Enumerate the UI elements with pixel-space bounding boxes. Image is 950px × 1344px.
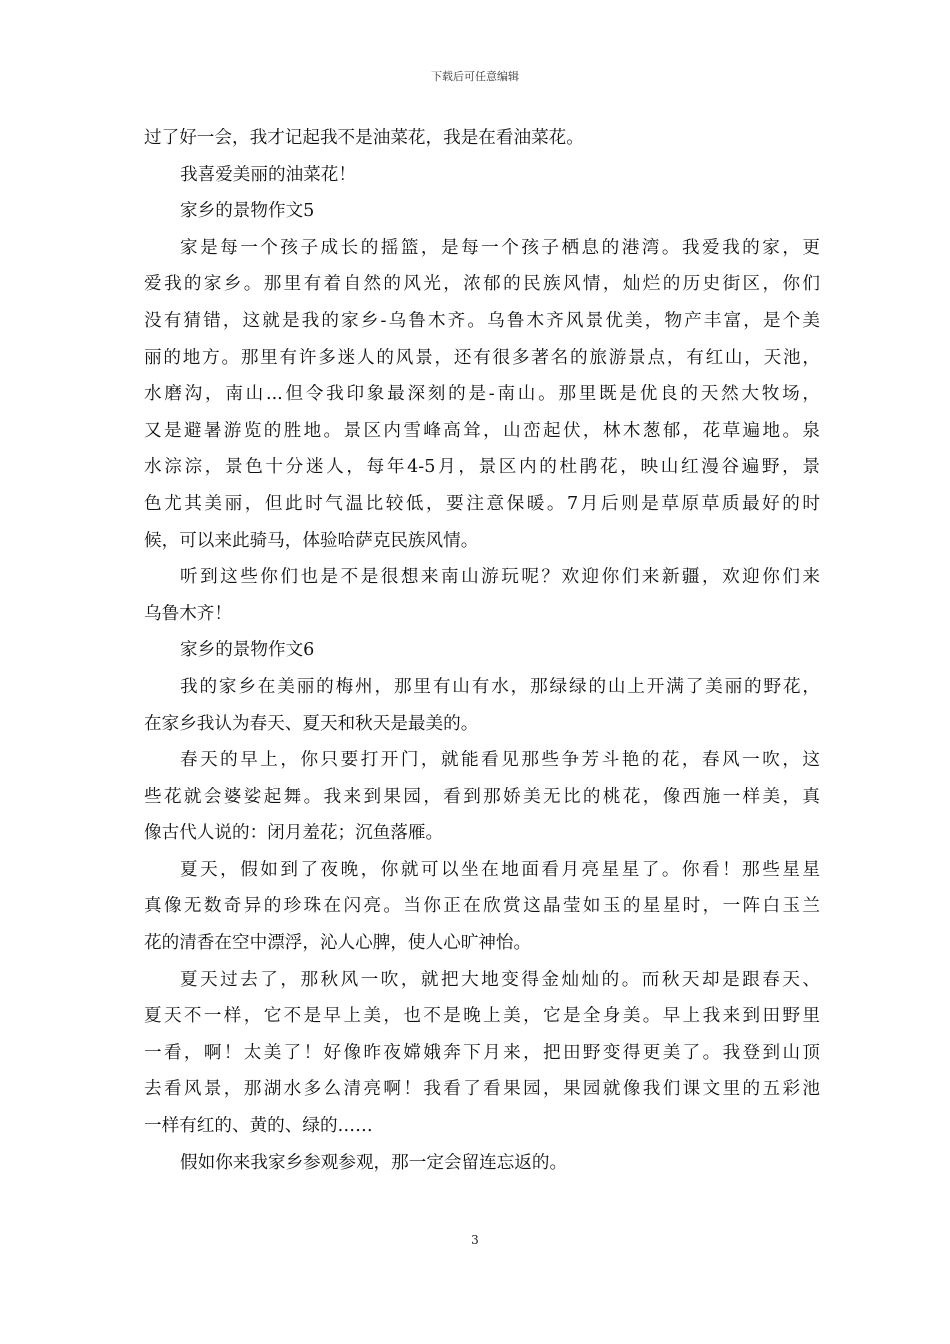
text-line: 一看，啊！太美了！好像昨夜嫦娥奔下月来，把田野变得更美了。我登到山顶 xyxy=(144,1042,820,1063)
text-line: 春天的早上，你只要打开门，就能看见那些争芳斗艳的花，春风一吹，这 xyxy=(180,750,820,771)
text-line: 些花就会婆娑起舞。我来到果园，看到那娇美无比的桃花，像西施一样美，真 xyxy=(144,786,820,807)
text-line: 又是避暑游览的胜地。景区内雪峰高耸，山峦起伏，林木葱郁，花草遍地。泉 xyxy=(144,420,820,441)
text-line: 家是每一个孩子成长的摇篮，是每一个孩子栖息的港湾。我爱我的家，更 xyxy=(180,237,820,258)
text-line: 我的家乡在美丽的梅州，那里有山有水，那绿绿的山上开满了美丽的野花， xyxy=(180,676,820,697)
text-line: 爱我的家乡。那里有着自然的风光，浓郁的民族风情，灿烂的历史街区，你们 xyxy=(144,274,820,295)
text-line: 水淙淙，景色十分迷人，每年4-5月，景区内的杜鹃花，映山红漫谷遍野，景 xyxy=(144,457,820,478)
text-line: 在家乡我认为春天、夏天和秋天是最美的。 xyxy=(144,713,479,734)
text-line: 假如你来我家乡参观参观，那一定会留连忘返的。 xyxy=(180,1152,568,1173)
text-line: 色尤其美丽，但此时气温比较低，要注意保暖。7月后则是草原草质最好的时 xyxy=(144,493,820,514)
text-line: 夏天过去了，那秋风一吹，就把大地变得金灿灿的。而秋天却是跟春天、 xyxy=(180,969,820,990)
text-line: 水磨沟，南山...但令我印象最深刻的是-南山。那里既是优良的天然大牧场， xyxy=(144,384,820,405)
text-line: 家乡的景物作文6 xyxy=(180,640,315,661)
text-line: 花的清香在空中漂浮，沁人心脾，使人心旷神怡。 xyxy=(144,933,532,954)
document-body xyxy=(144,120,820,1181)
text-line: 真像无数奇异的珍珠在闪亮。当你正在欣赏这晶莹如玉的星星时，一阵白玉兰 xyxy=(144,896,820,917)
text-line: 一样有红的、黄的、绿的…… xyxy=(144,1116,373,1137)
text-line: 没有猜错，这就是我的家乡-乌鲁木齐。乌鲁木齐风景优美，物产丰富，是个美 xyxy=(144,310,820,331)
page-number: 3 xyxy=(471,1233,479,1247)
text-line: 去看风景，那湖水多么清亮啊！我看了看果园，果园就像我们课文里的五彩池 xyxy=(144,1079,820,1100)
text-line: 丽的地方。那里有许多迷人的风景，还有很多著名的旅游景点，有红山，天池， xyxy=(144,347,820,368)
text-line: 夏天不一样，它不是早上美，也不是晚上美，它是全身美。早上我来到田野里 xyxy=(144,1006,820,1027)
text-line: 乌鲁木齐！ xyxy=(144,603,232,624)
text-line: 夏天，假如到了夜晚，你就可以坐在地面看月亮星星了。你看！那些星星 xyxy=(180,859,820,880)
text-line: 听到这些你们也是不是很想来南山游玩呢？欢迎你们来新疆，欢迎你们来 xyxy=(180,567,820,588)
text-line: 候，可以来此骑马，体验哈萨克民族风情。 xyxy=(144,530,479,551)
page-header: 下载后可任意编辑 xyxy=(431,70,519,83)
text-line: 过了好一会，我才记起我不是油菜花，我是在看油菜花。 xyxy=(144,128,584,148)
text-line: 我喜爱美丽的油菜花！ xyxy=(180,164,356,185)
text-line: 家乡的景物作文5 xyxy=(180,201,315,222)
text-line: 像古代人说的：闭月羞花；沉鱼落雁。 xyxy=(144,823,444,844)
